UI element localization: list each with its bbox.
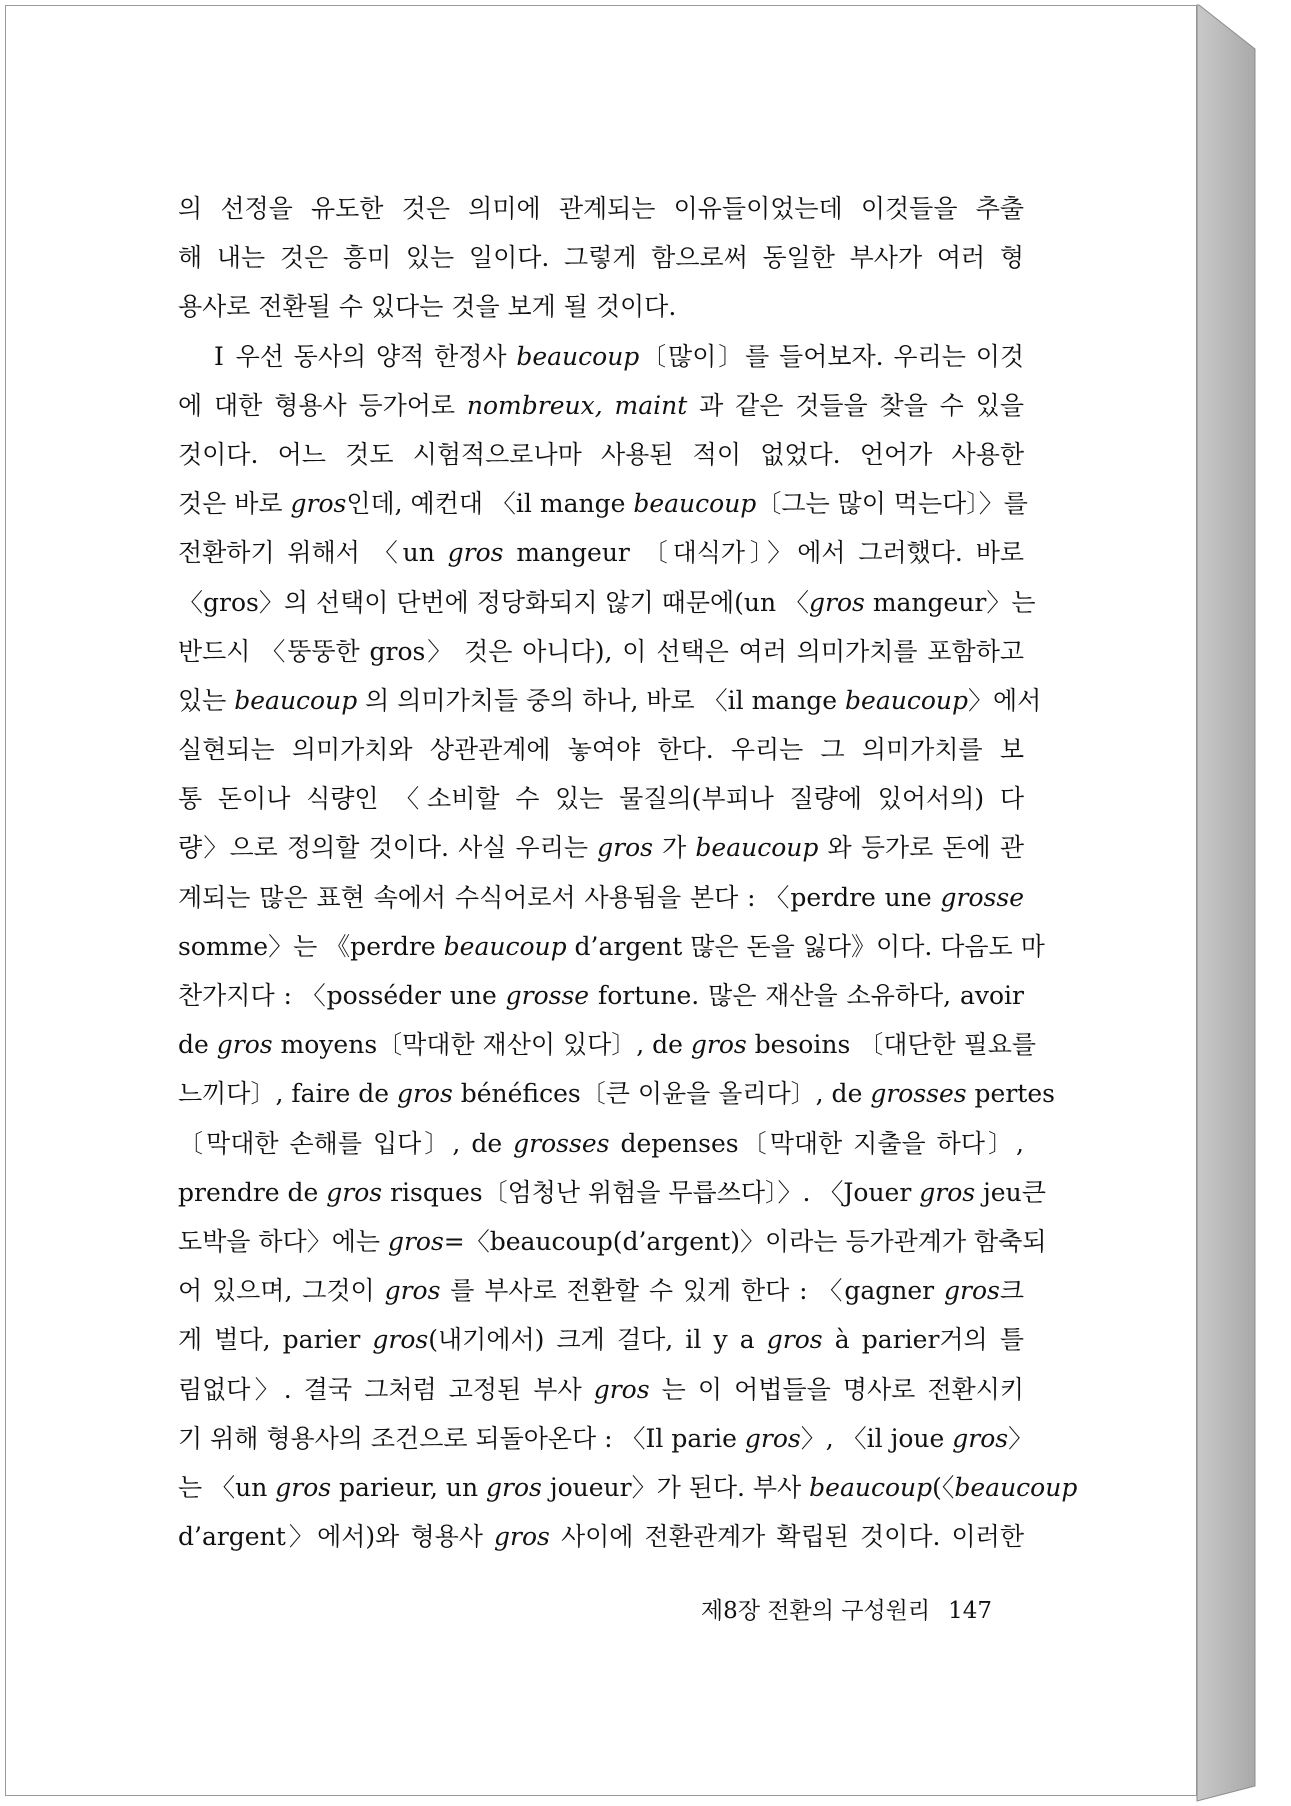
text-run: 계되는 많은 표현 속에서 수식어로서 사용됨을 본다 : 〈perdre une: [178, 882, 941, 912]
italic-term: beaucoup: [845, 685, 969, 715]
running-footer: [656, 1592, 992, 1625]
text-run: mangeur〉는: [864, 587, 1036, 617]
text-run: 〉에서: [968, 685, 1042, 715]
text-line: [178, 1266, 1024, 1315]
italic-term: gros: [597, 833, 653, 863]
italic-term: gros: [216, 1030, 273, 1060]
italic-term: gros: [919, 1177, 976, 1207]
text-run: 를 부사로 전환할 수 있게 한다 : 〈gagner: [440, 1276, 944, 1306]
text-run: 용사로 전환될 수 있다는 것을 보게 될 것이다.: [178, 292, 677, 322]
text-run: (〈: [932, 1472, 955, 1502]
text-run: 도박을 하다〉에는: [178, 1226, 388, 1256]
text-run: bénéfices〔큰 이윤을 올리다〕, de: [452, 1079, 871, 1109]
text-run: 와 등가로 돈에 관: [818, 833, 1024, 863]
text-run: 는 이 어법들을 명사로 전환시키: [649, 1374, 1024, 1404]
italic-term: gros: [766, 1325, 823, 1355]
text-run: 는 〈un: [178, 1472, 276, 1502]
italic-term: grosses: [513, 1128, 610, 1158]
italic-term: nombreux, maint: [466, 390, 688, 420]
text-run: somme〉는 《perdre: [178, 931, 444, 961]
text-run: d’argent 많은 돈을 잃다》이다. 다음도 마: [566, 931, 1045, 961]
text-run: d’argent〉에서)와 형용사: [178, 1522, 495, 1552]
page-number: 147: [948, 1598, 992, 1624]
italic-term: gros: [593, 1374, 650, 1404]
text-line: [178, 381, 1024, 430]
italic-term: gros: [290, 489, 347, 519]
text-run: 찬가지다 : 〈posséder une: [178, 981, 506, 1010]
text-run: risques〔엄청난 위험을 무릅쓰다〕〉. 〈Jouer: [382, 1177, 920, 1207]
italic-term: beaucoup: [234, 685, 358, 715]
text-line: [178, 184, 1024, 233]
italic-term: grosses: [870, 1079, 967, 1109]
book-page: [5, 5, 1197, 1796]
text-run: 반드시 〈뚱뚱한 gros〉 것은 아니다), 이 선택은 여러 의미가치를 포함하고: [178, 636, 1024, 666]
text-run: 림없다〉. 결국 그처럼 고정된 부사: [178, 1374, 594, 1404]
italic-term: gros: [372, 1325, 429, 1355]
text-run: 가: [652, 833, 696, 863]
text-line: [178, 479, 1028, 528]
italic-term: gros: [486, 1472, 542, 1502]
text-run: 어 있으며, 그것이: [178, 1276, 385, 1306]
text-run: 〈gros〉의 선택이 단번에 정당화되지 않기 때문에(un 〈: [178, 587, 810, 617]
text-run: fortune. 많은 재산을 소유하다, avoir: [589, 981, 1024, 1010]
text-run: 실현되는 의미가치와 상관관계에 놓여야 한다. 우리는 그 의미가치를 보: [178, 735, 1024, 765]
italic-term: gros: [387, 1226, 444, 1256]
italic-term: gros: [809, 587, 865, 617]
text-line: [178, 823, 1024, 872]
text-run: 의 의미가치들 중의 하나, 바로 〈il mange: [357, 685, 846, 715]
text-run: 기 위해 형용사의 조건으로 되돌아온다 : 〈Il parie: [178, 1423, 745, 1453]
text-line: [178, 922, 1045, 971]
text-line: [178, 1069, 1055, 1118]
book-spine-shape: [1197, 5, 1291, 1806]
italic-term: gros: [384, 1276, 441, 1306]
body-text: [178, 184, 1078, 1561]
text-line: [178, 1512, 1024, 1561]
italic-term: beaucoup: [954, 1472, 1078, 1502]
text-run: 에 대한 형용사 등가어로: [178, 390, 467, 420]
text-line: [178, 1020, 1037, 1069]
italic-term: gros: [396, 1079, 453, 1109]
text-run: =〈beaucoup(d’argent)〉이라는 등가관계가 함축되: [443, 1226, 1047, 1256]
text-run: Ⅰ 우선 동사의 양적 한정사: [214, 341, 517, 371]
text-line: [178, 774, 1024, 823]
text-run: de: [178, 1030, 217, 1060]
text-line: [178, 1217, 1047, 1266]
text-run: mangeur 〔대식가〕〉에서 그러했다. 바로: [503, 538, 1025, 568]
text-line: [178, 282, 1024, 331]
text-run: 것은 바로: [178, 489, 291, 519]
text-run: 해 내는 것은 흥미 있는 일이다. 그렇게 함으로써 동일한 부사가 여러 형: [178, 243, 1024, 273]
text-run: 량〉으로 정의할 것이다. 사실 우리는: [178, 833, 598, 863]
text-run: 느끼다〕, faire de: [178, 1079, 397, 1109]
text-run: 통 돈이나 식량인 〈소비할 수 있는 물질의(부피나 질량에 있어서의) 다: [178, 784, 1024, 814]
text-run: à parier거의 틀: [822, 1325, 1024, 1355]
text-line: [178, 971, 1024, 1020]
italic-term: gros: [326, 1177, 383, 1207]
text-line: [178, 1168, 1046, 1217]
text-line: [178, 1365, 1024, 1414]
italic-term: gros: [275, 1472, 332, 1502]
text-line: [178, 1119, 1024, 1168]
text-line: [178, 1315, 1024, 1364]
text-line: [178, 1463, 1078, 1512]
text-run: 크: [999, 1276, 1024, 1306]
text-line: [178, 676, 1042, 725]
text-run: 〔막대한 손해를 입다〕, de: [178, 1128, 514, 1158]
text-run: 게 벌다, parier: [178, 1325, 373, 1355]
text-run: 〉: [1008, 1423, 1034, 1453]
text-line: [178, 578, 1036, 627]
text-run: moyens〔막대한 재산이 있다〕, de: [272, 1030, 691, 1060]
text-run: joueur〉가 된다. 부사: [541, 1472, 810, 1502]
italic-term: gros: [690, 1030, 747, 1060]
text-run: besoins 〔대단한 필요를: [746, 1030, 1037, 1060]
italic-term: beaucoup: [695, 833, 819, 863]
text-run: 〔많이〕를 들어보자. 우리는 이것: [639, 341, 1024, 371]
italic-term: beaucoup: [443, 931, 567, 961]
text-run: depenses〔막대한 지출을 하다〕,: [609, 1128, 1025, 1158]
italic-term: beaucoup: [809, 1472, 933, 1502]
text-run: parieur, un: [331, 1472, 487, 1502]
text-run: 전환하기 위해서 〈un: [178, 538, 448, 568]
text-run: 〔그는 많이 먹는다〕〉를: [756, 489, 1028, 519]
text-line: [178, 725, 1024, 774]
italic-term: grosse: [505, 981, 590, 1010]
text-run: 과 같은 것들을 찾을 수 있을: [687, 390, 1024, 420]
chapter-title: 제8장 전환의 구성원리: [700, 1598, 931, 1624]
italic-term: gros: [943, 1276, 1000, 1306]
text-line: [178, 627, 1024, 676]
text-run: pertes: [966, 1079, 1055, 1109]
italic-term: gros: [494, 1522, 550, 1552]
italic-term: grosse: [940, 882, 1024, 912]
text-run: 있는: [178, 685, 235, 715]
text-line: [178, 528, 1024, 577]
text-run: 〉, 〈il joue: [800, 1423, 953, 1453]
text-line: [178, 430, 1024, 479]
text-run: (내기에서) 크게 걸다, il y a: [428, 1325, 767, 1355]
text-run: jeu큰: [975, 1177, 1046, 1207]
text-line: [178, 332, 1024, 381]
text-run: prendre de: [178, 1177, 327, 1207]
text-line: [178, 233, 1024, 282]
italic-term: gros: [744, 1423, 801, 1453]
text-line: [178, 873, 1024, 922]
italic-term: gros: [447, 538, 504, 568]
text-run: 것이다. 어느 것도 시험적으로나마 사용된 적이 없었다. 언어가 사용한: [178, 439, 1024, 469]
text-line: [178, 1414, 1034, 1463]
text-run: 사이에 전환관계가 확립된 것이다. 이러한: [549, 1522, 1024, 1552]
italic-term: beaucoup: [633, 489, 757, 519]
text-run: 의 선정을 유도한 것은 의미에 관계되는 이유들이었는데 이것들을 추출: [178, 194, 1024, 223]
text-run: 인데, 예컨대 〈il mange: [346, 489, 634, 519]
italic-term: gros: [952, 1423, 1009, 1453]
italic-term: beaucoup: [516, 341, 640, 371]
